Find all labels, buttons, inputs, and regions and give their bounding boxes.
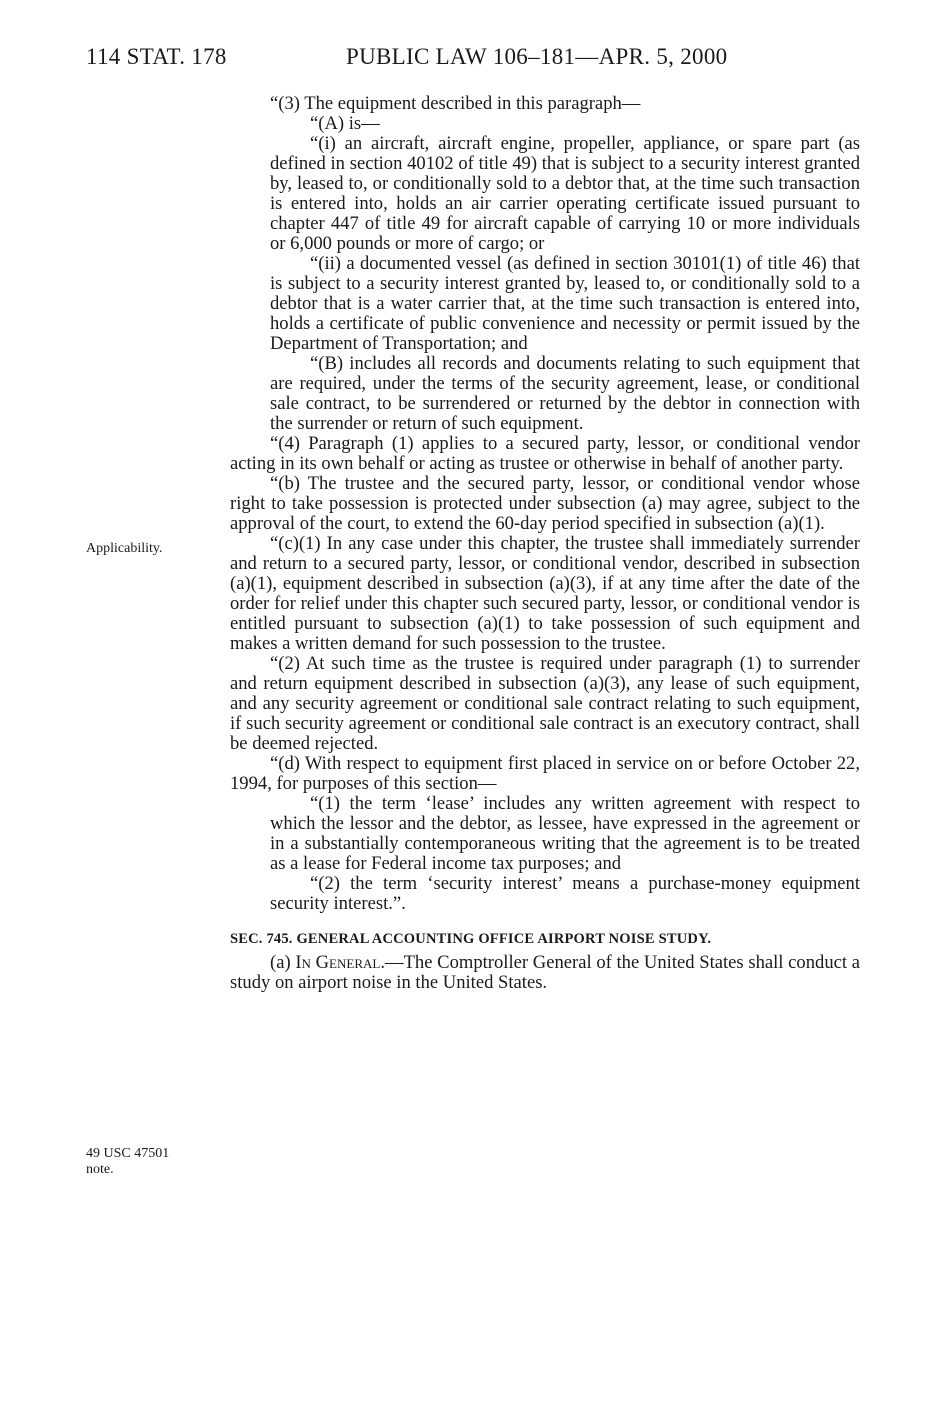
subsection-b: “(b) The trustee and the secured party, lessor, or conditional vendor whose right to take possession is protected under subsection (a) may agree, subject to the approval of the court, to extend the 60-day period specified in subsection (a)(1). (230, 473, 860, 534)
paragraph-a3: “(3) The equipment described in this paragraph— (270, 93, 641, 114)
subparagraph-B: “(B) includes all records and documents relating to such equipment that are required, under the terms of the security agreement, lease, or conditional sale contract, to be surrendered or returned by the debtor in connection with the surrender or return of such equipment. (270, 353, 860, 434)
body-text (230, 94, 860, 993)
margin-note-usc-line2: note. (86, 1162, 114, 1177)
subsection-d: “(d) With respect to equipment first placed in service on or before October 22, 1994, for purposes of this section— (230, 753, 860, 794)
page-reference: 114 STAT. 178 (86, 44, 227, 69)
running-head: PUBLIC LAW 106–181—APR. 5, 2000 (346, 44, 728, 69)
margin-note-usc-line1: 49 USC 47501 (86, 1146, 170, 1161)
section-lead-prefix: (a) (270, 952, 296, 973)
clause-ii: “(ii) a documented vessel (as defined in section 30101(1) of title 46) that is subject to a security interest granted by, leased to, or conditionally sold to a debtor that is a water carrier that, at the time such transaction is entered into, holds a certificate of public convenience and necessity or permit issued by the Department of Transportation; and (270, 253, 860, 354)
margin-note-applicability: Applicability. (86, 541, 163, 556)
clause-i: “(i) an aircraft, aircraft engine, propeller, appliance, or spare part (as defined in section 40102 of title 49) that is subject to a security interest granted by, leased to, or conditionally sold to a debtor that, at the time such transaction is entered into, holds an air carrier operating certificate issued pursuant to chapter 447 of title 49 for aircraft capable of carrying 10 or more individuals or 6,000 pounds or more of cargo; or (270, 133, 860, 254)
section-lead-caps: In General (295, 952, 381, 973)
subparagraph-A: “(A) is— (310, 113, 380, 134)
paragraph-a4: “(4) Paragraph (1) applies to a secured party, lessor, or conditional vendor acting in its own behalf or acting as trustee or otherwise in behalf of another party. (230, 433, 860, 474)
section-745-a (230, 953, 860, 993)
subsection-d1: “(1) the term ‘lease’ includes any written agreement with respect to which the lessor and the debtor, as lessee, have expressed in the agreement or in a substantially contemporaneous writing that the agreement is to be treated as a lease for Federal income tax purposes; and (270, 793, 860, 874)
subsection-c1: “(c)(1) In any case under this chapter, the trustee shall immediately surrender and return to a secured party, lessor, or conditional vendor, described in subsection (a)(1), equipment described in subsection (a)(3), if at any time after the date of the order for relief under this chapter such secured party, lessor, or conditional vendor is entitled pursuant to subsection (a)(1) to take possession of such equipment and makes a written demand for such possession to the trustee. (230, 533, 860, 654)
section-heading: SEC. 745. GENERAL ACCOUNTING OFFICE AIRPORT NOISE STUDY. (230, 931, 712, 947)
section-lead-rest: .—The Comptroller General of the United States shall conduct a study on airport noise in the United States. (230, 952, 860, 993)
margin-note-usc (86, 1146, 169, 1178)
subsection-c2: “(2) At such time as the trustee is required under paragraph (1) to surrender and return equipment described in subsection (a)(3), any lease of such equipment, and any security agreement or conditional sale contract relating to such equipment, if such security agreement or conditional sale contract is an executory contract, shall be deemed rejected. (230, 653, 860, 754)
subsection-d2: “(2) the term ‘security interest’ means a purchase-money equipment security interest.”. (270, 873, 860, 914)
